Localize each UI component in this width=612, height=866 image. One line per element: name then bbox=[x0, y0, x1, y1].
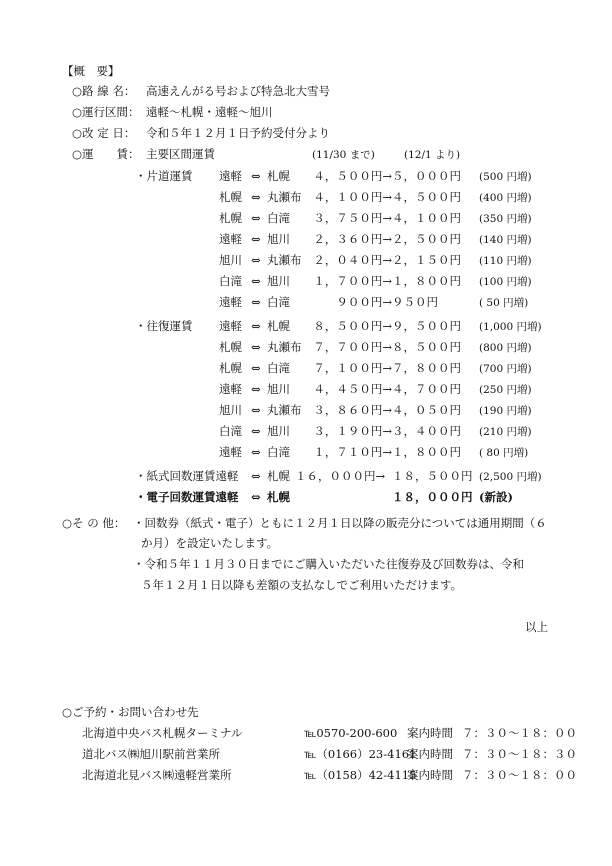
round-row-old-fare: ７，１００円→ bbox=[313, 361, 392, 375]
e-coupon-new: １８，０００円 bbox=[392, 490, 473, 504]
oneway-row-increase: (500 円増) bbox=[479, 171, 532, 183]
revision-label: ○改 定 日： bbox=[72, 126, 136, 140]
round-row-increase: (1,000 円増) bbox=[479, 321, 542, 333]
oneway-row-increase: (110 円増) bbox=[479, 255, 532, 267]
round-row-new-fare: ３，４００円 bbox=[392, 424, 461, 438]
round-row-new-fare: ９，５００円 bbox=[392, 319, 461, 333]
round-row-from: 遠軽 bbox=[219, 382, 242, 396]
oneway-row-to: 白滝 bbox=[267, 211, 290, 225]
oneway-row-to: 白滝 bbox=[267, 295, 290, 309]
overview-heading: 【概 要】 bbox=[62, 64, 120, 78]
round-row-arrow: ⇔ bbox=[251, 361, 261, 375]
oneway-row-arrow: ⇔ bbox=[251, 295, 261, 309]
contact-hours-label: 案内時間 bbox=[407, 726, 453, 740]
round-row-old-fare: １，７１０円→ bbox=[313, 445, 392, 459]
contact-tel: ℡（0158）42-4115 bbox=[304, 768, 417, 782]
contact-hours-label: 案内時間 bbox=[407, 747, 453, 761]
oneway-row-to: 札幌 bbox=[267, 169, 290, 183]
route-label: ○路 線 名： bbox=[72, 84, 136, 98]
oneway-row-to: 旭川 bbox=[267, 232, 290, 246]
oneway-row-to: 旭川 bbox=[267, 274, 290, 288]
contact-hours: ７：３０〜１８：３０ bbox=[462, 747, 577, 761]
round-label: ・往復運賃 bbox=[135, 319, 193, 333]
e-coupon-diff: (新設) bbox=[479, 490, 513, 504]
round-row-to: 旭川 bbox=[267, 424, 290, 438]
contact-tel: ℡0570-200-600 bbox=[304, 726, 398, 740]
paper-coupon-label: ・紙式回数運賃遠軽 bbox=[135, 469, 239, 483]
oneway-row-new-fare: ９５０円 bbox=[392, 295, 438, 309]
oneway-row-to: 丸瀬布 bbox=[267, 253, 302, 267]
oneway-row-new-fare: ５，０００円 bbox=[392, 169, 461, 183]
oneway-row-old-fare: ３，７５０円→ bbox=[313, 211, 392, 225]
section-label: ○運行区間： bbox=[72, 105, 140, 119]
route-value: 高速えんがる号および特急北大雪号 bbox=[146, 84, 330, 98]
paper-coupon-diff: (2,500 円増) bbox=[479, 471, 542, 483]
e-coupon-label: ・電子回数運賃遠軽 bbox=[135, 490, 239, 504]
oneway-row-old-fare: １，７００円→ bbox=[313, 274, 392, 288]
round-row-old-fare: ４，４５０円→ bbox=[313, 382, 392, 396]
oneway-row-from: 遠軽 bbox=[219, 232, 242, 246]
contact-hours-label: 案内時間 bbox=[407, 768, 453, 782]
contact-name: 北海道中央バス札幌ターミナル bbox=[82, 726, 243, 740]
other-line-1: ・回数券（紙式・電子）ともに１２月１日以降の販売分については通用期間（６ bbox=[133, 516, 547, 530]
fare-value: 主要区間運賃 bbox=[146, 147, 215, 161]
oneway-row-new-fare: ２，１５０円 bbox=[392, 253, 461, 267]
round-row-arrow: ⇔ bbox=[251, 319, 261, 333]
oneway-row-arrow: ⇔ bbox=[251, 253, 261, 267]
round-row-arrow: ⇔ bbox=[251, 340, 261, 354]
oneway-row-old-fare: ２，３６０円→ bbox=[313, 232, 392, 246]
e-coupon-arrow: ⇔ bbox=[251, 490, 261, 504]
round-row-to: 白滝 bbox=[267, 445, 290, 459]
oneway-row-old-fare: ２，０４０円→ bbox=[313, 253, 392, 267]
round-row-to: 丸瀬布 bbox=[267, 403, 302, 417]
oneway-row-increase: (140 円増) bbox=[479, 234, 532, 246]
col-old-header: (11/30 まで) bbox=[312, 149, 375, 161]
oneway-row-arrow: ⇔ bbox=[251, 211, 261, 225]
round-row-old-fare: ３，１９０円→ bbox=[313, 424, 392, 438]
contact-heading: ○ご予約・お問い合わせ先 bbox=[62, 705, 199, 719]
oneway-row-from: 白滝 bbox=[219, 274, 242, 288]
round-row-new-fare: １，８００円 bbox=[392, 445, 461, 459]
e-coupon-to: 札幌 bbox=[267, 490, 290, 504]
round-row-new-fare: ４，０５０円 bbox=[392, 403, 461, 417]
other-line-2: か月）を設定いたします。 bbox=[141, 536, 279, 550]
oneway-row-new-fare: ４，５００円 bbox=[392, 190, 461, 204]
contact-hours: ７：３０〜１８：００ bbox=[462, 768, 577, 782]
round-row-arrow: ⇔ bbox=[251, 424, 261, 438]
round-row-to: 旭川 bbox=[267, 382, 290, 396]
other-line-4: ５年１２月１日以降も差額の支払なしでご利用いただけます。 bbox=[141, 578, 463, 592]
round-row-old-fare: ３，８６０円→ bbox=[313, 403, 392, 417]
oneway-row-from: 旭川 bbox=[219, 253, 242, 267]
oneway-row-increase: (100 円増) bbox=[479, 276, 532, 288]
oneway-row-from: 遠軽 bbox=[219, 169, 242, 183]
oneway-row-old-fare: ４，１００円→ bbox=[313, 190, 392, 204]
oneway-row-old-fare: ４，５００円→ bbox=[313, 169, 392, 183]
oneway-row-increase: (400 円増) bbox=[479, 192, 532, 204]
round-row-increase: (700 円増) bbox=[479, 363, 532, 375]
oneway-row-to: 丸瀬布 bbox=[267, 190, 302, 204]
oneway-row-arrow: ⇔ bbox=[251, 190, 261, 204]
contact-tel: ℡（0166）23-4161 bbox=[304, 747, 417, 761]
round-row-old-fare: ８，５００円→ bbox=[313, 319, 392, 333]
oneway-row-new-fare: １，８００円 bbox=[392, 274, 461, 288]
round-row-arrow: ⇔ bbox=[251, 445, 261, 459]
paper-coupon-old: １６，０００円→ bbox=[295, 469, 386, 483]
round-row-from: 遠軽 bbox=[219, 445, 242, 459]
contact-hours: ７：３０〜１８：００ bbox=[462, 726, 577, 740]
oneway-row-from: 札幌 bbox=[219, 211, 242, 225]
round-row-new-fare: ８，５００円 bbox=[392, 340, 461, 354]
round-row-arrow: ⇔ bbox=[251, 403, 261, 417]
section-value: 遠軽〜札幌・遠軽〜旭川 bbox=[146, 105, 273, 119]
contact-name: 北海道北見バス㈱遠軽営業所 bbox=[82, 768, 232, 782]
round-row-increase: (250 円増) bbox=[479, 384, 532, 396]
other-label: ○そ の 他： bbox=[62, 516, 126, 530]
oneway-row-new-fare: ４，１００円 bbox=[392, 211, 461, 225]
other-line-3: ・令和５年１１月３０日までにご購入いただいた往復券及び回数券は、令和 bbox=[133, 557, 524, 571]
round-row-from: 白滝 bbox=[219, 424, 242, 438]
oneway-row-from: 遠軽 bbox=[219, 295, 242, 309]
round-row-to: 札幌 bbox=[267, 319, 290, 333]
oneway-row-arrow: ⇔ bbox=[251, 274, 261, 288]
round-row-from: 札幌 bbox=[219, 361, 242, 375]
round-row-arrow: ⇔ bbox=[251, 382, 261, 396]
oneway-row-arrow: ⇔ bbox=[251, 232, 261, 246]
oneway-row-increase: ( 50 円増) bbox=[479, 297, 529, 309]
oneway-label: ・片道運賃 bbox=[135, 169, 193, 183]
paper-coupon-new: １８，５００円 bbox=[392, 469, 473, 483]
fare-label: ○運 賃： bbox=[72, 147, 140, 161]
col-new-header: (12/1 より) bbox=[404, 149, 461, 161]
oneway-row-new-fare: ２，５００円 bbox=[392, 232, 461, 246]
round-row-increase: ( 80 円増) bbox=[479, 447, 529, 459]
round-row-increase: (190 円増) bbox=[479, 405, 532, 417]
round-row-from: 遠軽 bbox=[219, 319, 242, 333]
round-row-from: 旭川 bbox=[219, 403, 242, 417]
contact-name: 道北バス㈱旭川駅前営業所 bbox=[82, 747, 220, 761]
round-row-increase: (210 円増) bbox=[479, 426, 532, 438]
round-row-to: 白滝 bbox=[267, 361, 290, 375]
oneway-row-old-fare: ９００円→ bbox=[336, 295, 392, 309]
round-row-from: 札幌 bbox=[219, 340, 242, 354]
round-row-increase: (800 円増) bbox=[479, 342, 532, 354]
round-row-new-fare: ４，７００円 bbox=[392, 382, 461, 396]
round-row-to: 丸瀬布 bbox=[267, 340, 302, 354]
round-row-old-fare: ７，７００円→ bbox=[313, 340, 392, 354]
oneway-row-arrow: ⇔ bbox=[251, 169, 261, 183]
revision-value: 令和５年１２月１日予約受付分より bbox=[146, 126, 330, 140]
closing-text: 以上 bbox=[525, 620, 548, 634]
paper-coupon-to: 札幌 bbox=[267, 469, 290, 483]
round-row-new-fare: ７，８００円 bbox=[392, 361, 461, 375]
oneway-row-increase: (350 円増) bbox=[479, 213, 532, 225]
paper-coupon-arrow: ⇔ bbox=[251, 469, 261, 483]
oneway-row-from: 札幌 bbox=[219, 190, 242, 204]
